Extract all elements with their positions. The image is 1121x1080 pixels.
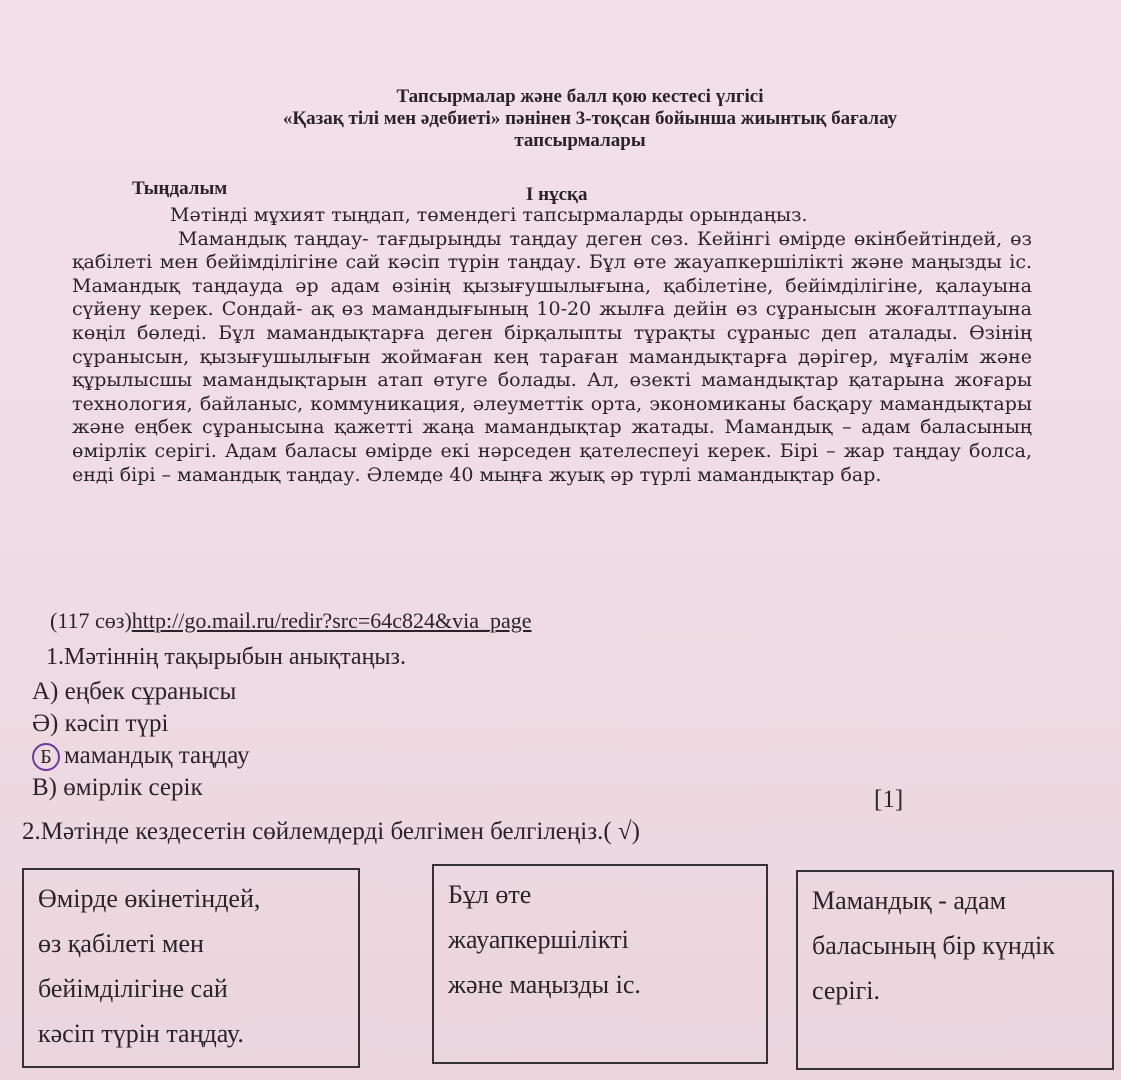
word-count: (117 сөз) [50, 608, 132, 633]
box-line: бейімділігіне сай [38, 974, 228, 1003]
box-line: жауапкершілікті [448, 925, 629, 954]
section-title: Тыңдалым [132, 178, 228, 199]
score-mark: [1] [874, 786, 904, 813]
box-line: баласының бір күндік [812, 931, 1055, 960]
source-link[interactable]: http://go.mail.ru/redir?src=64c824&via_page [131, 608, 532, 633]
question-2: 2.Мәтінде кездесетін сөйлемдерді белгімен белгілеңіз.( √) [22, 818, 640, 845]
listening-text [72, 204, 1032, 487]
option-text: еңбек сұранысы [64, 678, 237, 705]
option-b-selected [32, 742, 250, 771]
box-line: Бұл өте [448, 880, 532, 909]
worksheet-header [60, 86, 1060, 152]
circled-answer-mark: Б [32, 743, 60, 771]
box-line: Өмірде өкінетіндей, [38, 884, 261, 913]
text-paragraph: Мамандық таңдау- тағдырыңды таңдау деген сөз. Кейінгі өмірде өкінбейтіндей, өз қабілеті мен бейімділігіне сай кәсіп түрін таңдау. Бұл өте жауапкершілікті және маңызды іс. Мамандық таңдауда әр адам өзінің қызығушылығына, қабілетіне, бейімділігіне, қалауына сүйену керек. Сондай- ақ өз мамандығының 10-20 жылға дейін өз сұранысын жоғалтпауына көңіл бөледі. Бұл мамандықтарға деген бірқалыпты тұрақты сұраныс деп аталады. Өзінің сұранысын, қызығушылығын жоймаған кең тараған мамандықтарға дәрігер, мұғалім және құрылысшы мамандықтарын атап өтуге болады. Ал, өзекті мамандықтар қатарына жоғары технология, байланыс, коммуникация, әлеуметтік орта, экономиканы басқару мамандықтары және еңбек сұранысына қажетті жаңа мамандықтар жатады. Мамандық – адам баласының өмірлік серігі. Адам баласы өмірде екі нәрседен қателеспеуі керек. Бірі – жар таңдау болса, енді бірі – мамандық таңдау. Әлемде 40 мыңға жуық әр түрлі мамандықтар бар. [72, 227, 1032, 486]
answer-box-2[interactable] [432, 864, 768, 1064]
option-letter: Ә) [32, 710, 59, 737]
question-1: 1.Мәтіннің тақырыбын анықтаңыз. [46, 644, 407, 670]
box-line: Мамандық - адам [812, 886, 1007, 915]
box-line: өз қабілеті мен [38, 929, 204, 958]
option-a [32, 678, 236, 706]
box-line: серігі. [812, 976, 881, 1005]
answer-box-1[interactable] [22, 868, 360, 1068]
answer-box-3[interactable] [796, 870, 1114, 1070]
source-line [50, 608, 532, 634]
option-text: кәсіп түрі [64, 710, 169, 737]
option-text: мамандық таңдау [64, 742, 250, 769]
option-letter: В) [32, 774, 57, 801]
option-letter: А) [32, 678, 59, 705]
box-line: және маңызды іс. [448, 970, 641, 999]
header-title: Тапсырмалар және балл қою кестесі үлгісі [396, 86, 764, 107]
variant-label: І нұсқа [526, 184, 588, 205]
box-line: кәсіп түрін таңдау. [38, 1019, 244, 1048]
instruction: Мәтінді мұхият тыңдап, төмендегі тапсырмаларды орындаңыз. [170, 204, 808, 226]
option-v [32, 774, 203, 802]
option-ae [32, 710, 168, 738]
option-text: өмірлік серік [63, 774, 203, 801]
header-subject: «Қазақ тілі мен әдебиеті» пәнінен 3-тоқсан бойынша жиынтық бағалау [282, 108, 898, 129]
header-subtitle: тапсырмалары [514, 130, 646, 151]
